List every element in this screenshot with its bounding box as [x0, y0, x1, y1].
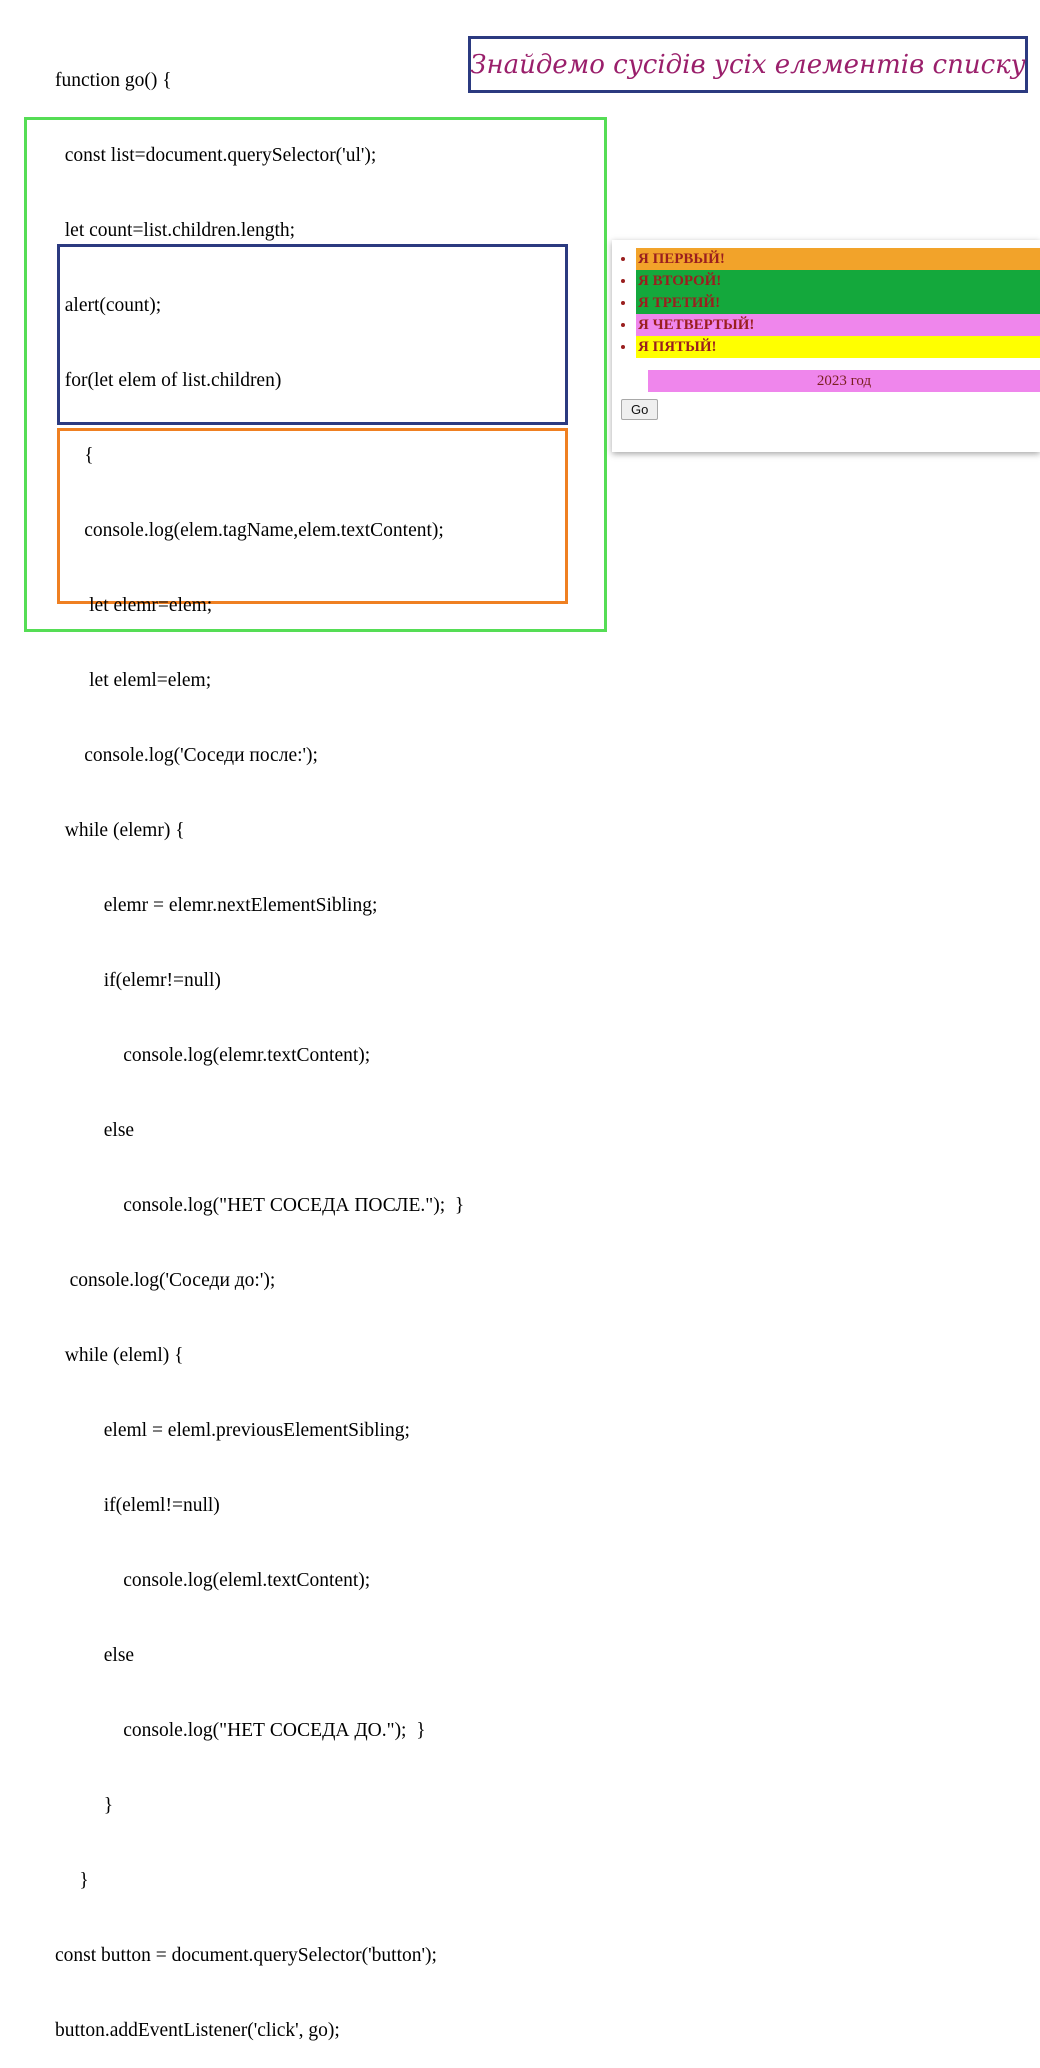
code-line: button.addEventListener('click', go);: [55, 2020, 340, 2041]
year-banner: 2023 год: [648, 370, 1040, 392]
code-line: for(let elem of list.children): [55, 370, 282, 391]
list-item: [636, 270, 1040, 292]
code-line: }: [55, 1795, 114, 1816]
code-line: {: [55, 445, 94, 466]
demo-list: [612, 248, 1040, 358]
title-banner-text: Знайдемо сусідів усіх елементів списку: [470, 49, 1026, 80]
code-line: const button = document.querySelector('button');: [55, 1945, 437, 1966]
code-line: console.log(elemr.textContent);: [55, 1045, 371, 1066]
code-line: }: [55, 1870, 89, 1891]
code-line: console.log("НЕТ СОСЕДА ПОСЛЕ."); }: [55, 1195, 465, 1216]
code-line: let eleml=elem;: [55, 670, 212, 691]
code-line: alert(count);: [55, 295, 162, 316]
page-edge-strip: [0, 0, 6, 712]
browser-content: [612, 248, 1040, 420]
list-item-label: Я ПЕРВЫЙ!: [638, 251, 725, 267]
code-line: function go() {: [55, 70, 172, 91]
list-item-label: Я ПЯТЫЙ!: [638, 339, 717, 355]
code-line: let count=list.children.length;: [55, 220, 296, 241]
code-line: let elemr=elem;: [55, 595, 213, 616]
code-line: elemr = elemr.nextElementSibling;: [55, 895, 378, 916]
code-line: console.log("НЕТ СОСЕДА ДО."); }: [55, 1720, 426, 1741]
list-item-label: Я ВТОРОЙ!: [638, 273, 722, 289]
list-item: [636, 336, 1040, 358]
code-line: console.log(elem.tagName,elem.textContent);: [55, 520, 444, 541]
code-line: const list=document.querySelector('ul');: [55, 145, 377, 166]
code-line: if(elemr!=null): [55, 970, 221, 991]
list-item: [636, 248, 1040, 270]
browser-output-panel: [612, 240, 1040, 452]
list-item-label: Я ЧЕТВЕРТЫЙ!: [638, 317, 755, 333]
code-line: console.log(eleml.textContent);: [55, 1570, 371, 1591]
code-line: else: [55, 1120, 135, 1141]
code-line: console.log('Соседи после:');: [55, 745, 318, 766]
code-line: else: [55, 1645, 135, 1666]
code-line: if(eleml!=null): [55, 1495, 220, 1516]
list-item: [636, 314, 1040, 336]
list-item: [636, 292, 1040, 314]
list-item-label: Я ТРЕТИЙ!: [638, 295, 721, 311]
code-line: eleml = eleml.previousElementSibling;: [55, 1420, 410, 1441]
code-listing: [55, 18, 635, 2068]
code-line: console.log('Соседи до:');: [55, 1270, 276, 1291]
go-button[interactable]: Go: [621, 399, 658, 420]
code-line: while (eleml) {: [55, 1345, 184, 1366]
code-line: while (elemr) {: [55, 820, 185, 841]
